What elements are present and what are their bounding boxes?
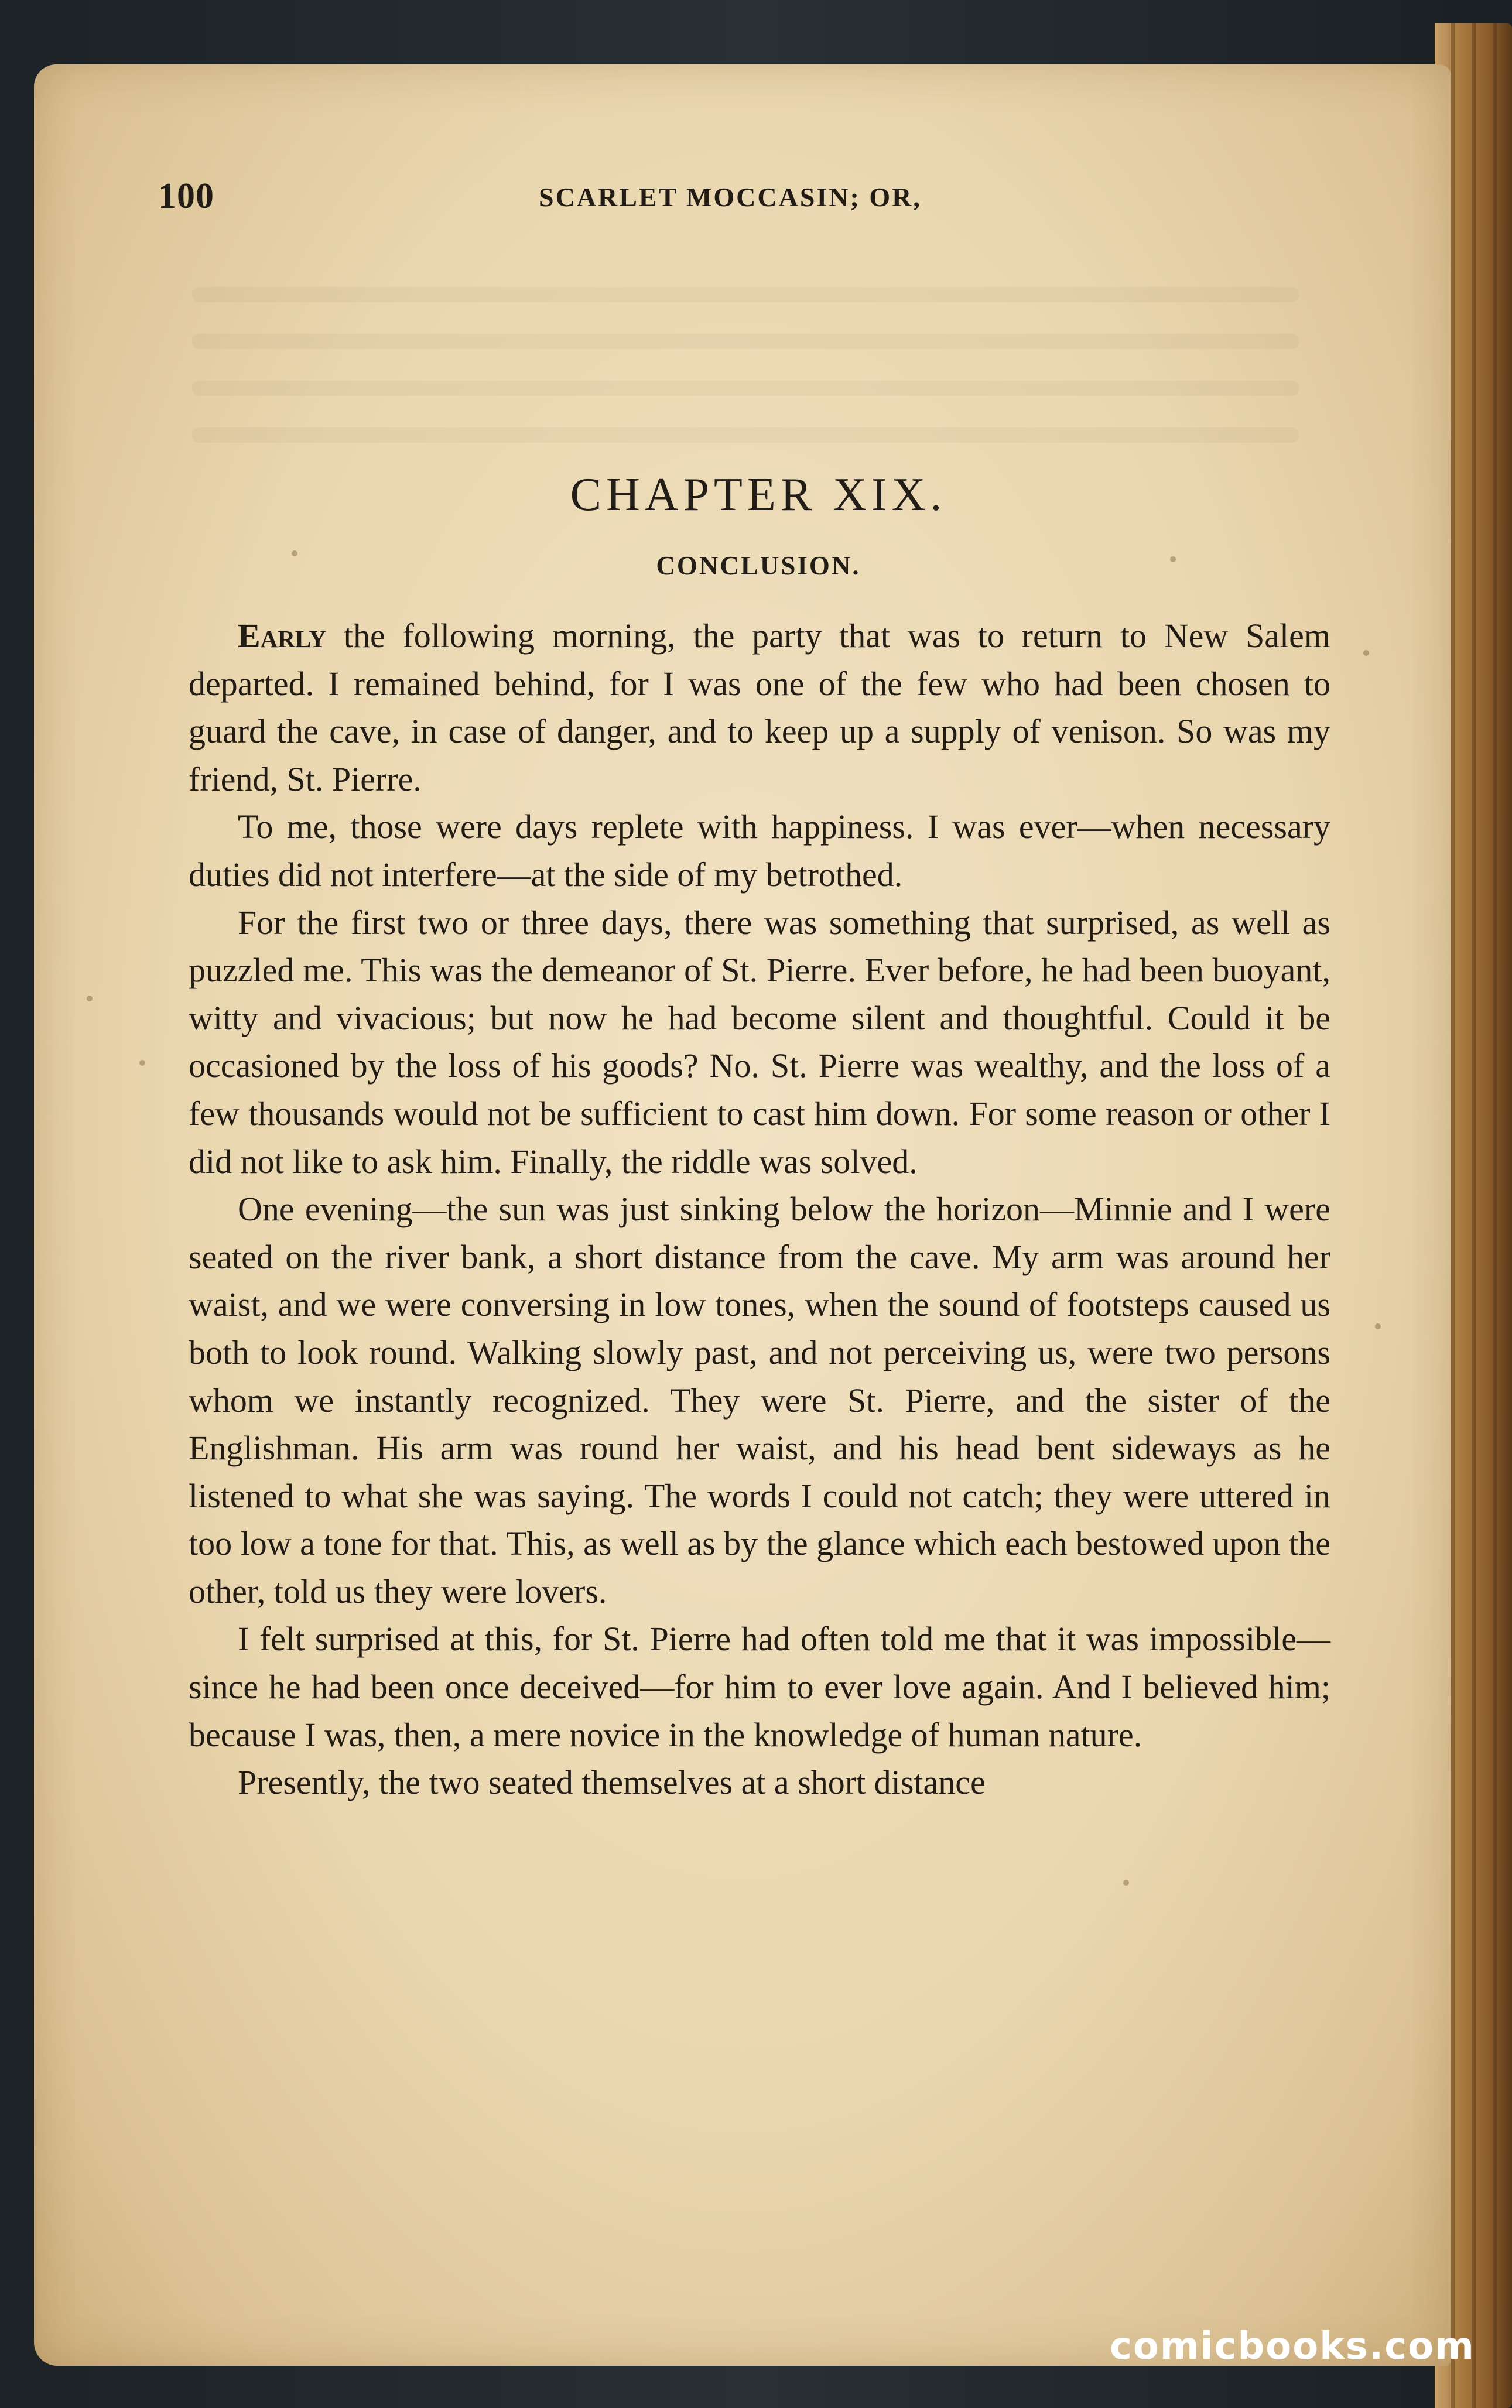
chapter-subtitle: CONCLUSION. xyxy=(656,551,861,580)
bleed-through-band xyxy=(192,287,1299,302)
page-number: 100 xyxy=(158,176,214,216)
paper-speck xyxy=(1375,1323,1381,1329)
paragraph-1 xyxy=(189,612,1330,803)
site-watermark: comicbooks.com xyxy=(1110,2325,1475,2368)
page-edge-line xyxy=(1451,23,1455,2408)
body-text xyxy=(189,612,1330,1807)
page-edge-line xyxy=(1493,23,1497,2408)
bleed-through-band xyxy=(192,381,1299,396)
paragraph-3: For the first two or three days, there was something that surprised, as well as puzzled me. This was the demeanor of St. Pierre. Ever before, he had been buoyant, witty and vivacious; but now he had become silent and thoughtful. Could it be occasioned by the loss of his goods? No. St. Pierre was wealthy, and the loss of a few thousands would not be sufficient to cast him down. For some reason or other I did not like to ask him. Finally, the riddle was solved. xyxy=(189,903,1330,1181)
paragraph-6: Presently, the two seated themselves at a short distance xyxy=(238,1763,986,1802)
paper-speck xyxy=(139,1060,145,1066)
paper-speck xyxy=(87,996,93,1001)
paragraph-2: To me, those were days replete with happiness. I was ever—when necessary duties did not interfere—at the side of my betrothed. xyxy=(189,808,1330,894)
bleed-through-band xyxy=(192,334,1299,349)
chapter-title: CHAPTER XIX. xyxy=(570,469,947,521)
paper-speck xyxy=(1123,1880,1129,1886)
running-header xyxy=(158,176,1318,223)
drop-word: Early xyxy=(238,617,327,655)
paragraph-5: I felt surprised at this, for St. Pierre had often told me that it was impossible—since he had been once deceived—for him to ever love again. And I believed him; because I was, then, a mere novice in the knowledge of human nature. xyxy=(189,1620,1330,1754)
paragraph-4: One evening—the sun was just sinking below the horizon—Minnie and I were seated on the river bank, a short distance from the cave. My arm was around her waist, and we were conversing in low tones, when the sound of footsteps caused us both to look round. Walking slowly past, and not perceiving us, were two persons whom we instantly recognized. They were St. Pierre, and the sister of the Englishman. His arm was round her waist, and his head bent sideways as he listened to what she was saying. The words I could not catch; they were uttered in too low a tone for that. This, as well as by the glance which each bestowed upon the other, told us they were lovers. xyxy=(189,1190,1330,1610)
paper-speck xyxy=(1363,650,1369,656)
paragraph-text: the following morning, the party that was to return to New Salem departed. I remained behind, for I was one of the few who had been chosen to guard the cave, in case of danger, and to keep up a supply of venison. So was my friend, St. Pierre. xyxy=(189,617,1330,798)
page-edge-line xyxy=(1472,23,1476,2408)
bleed-through-band xyxy=(192,427,1299,443)
running-title: SCARLET MOCCASIN; OR, xyxy=(539,182,922,212)
